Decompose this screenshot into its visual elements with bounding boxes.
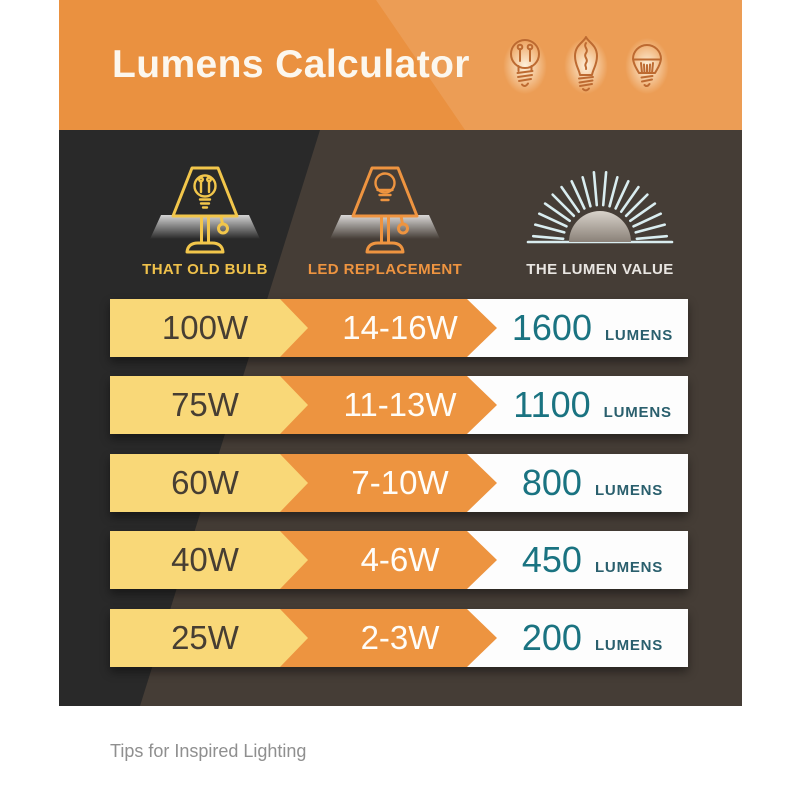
old-bulb-wattage: 100W (161, 309, 249, 346)
lumen-number: 800 (521, 462, 582, 503)
lumen-unit: LUMENS (603, 404, 672, 421)
lumen-number: 1100 (513, 384, 591, 425)
comparison-row (110, 299, 688, 357)
led-replacement-wattage: 4-6W (360, 541, 440, 578)
led-bulb-icon (619, 30, 675, 102)
lumen-value-cell (497, 531, 688, 597)
lumen-unit: LUMENS (594, 637, 664, 654)
lumen-number: 1600 (511, 307, 592, 348)
lumen-unit: LUMENS (594, 559, 664, 576)
comparison-row (110, 609, 688, 667)
comparison-panel (59, 130, 742, 706)
lumen-number: 200 (521, 617, 582, 658)
comparison-row (110, 454, 688, 512)
lumen-value-cell (497, 299, 688, 365)
lumen-value-cell (497, 609, 688, 675)
column-label-led-replacement: LED REPLACEMENT (307, 261, 463, 278)
lumen-unit: LUMENS (594, 482, 664, 499)
led-replacement-wattage: 11-13W (343, 386, 457, 423)
header-banner (59, 0, 742, 130)
comparison-row (110, 376, 688, 434)
lumen-number: 450 (521, 539, 582, 580)
old-bulb-wattage: 40W (171, 541, 239, 578)
footer-tagline: Tips for Inspired Lighting (110, 741, 307, 761)
lumen-unit: LUMENS (604, 327, 674, 344)
led-lamp-icon (340, 158, 430, 258)
old-bulb-wattage: 25W (171, 619, 239, 656)
lumen-value-cell (497, 454, 688, 520)
comparison-row (110, 531, 688, 589)
lumen-value-cell (497, 376, 688, 442)
led-replacement-wattage: 14-16W (342, 309, 458, 346)
page-title: Lumens Calculator (112, 43, 470, 86)
old-bulb-wattage: 75W (171, 386, 239, 423)
old-bulb-wattage: 60W (171, 464, 239, 501)
led-replacement-wattage: 2-3W (360, 619, 440, 656)
incandescent-bulb-icon (497, 30, 553, 102)
bulb-icon-row (497, 30, 675, 102)
old-bulb-lamp-icon (160, 158, 250, 258)
sun-rays-icon (515, 164, 685, 259)
led-replacement-wattage: 7-10W (351, 464, 449, 501)
column-label-old-bulb: THAT OLD BULB (142, 261, 268, 278)
column-label-lumen-value: THE LUMEN VALUE (526, 261, 674, 278)
edison-filament-bulb-icon (558, 30, 614, 102)
